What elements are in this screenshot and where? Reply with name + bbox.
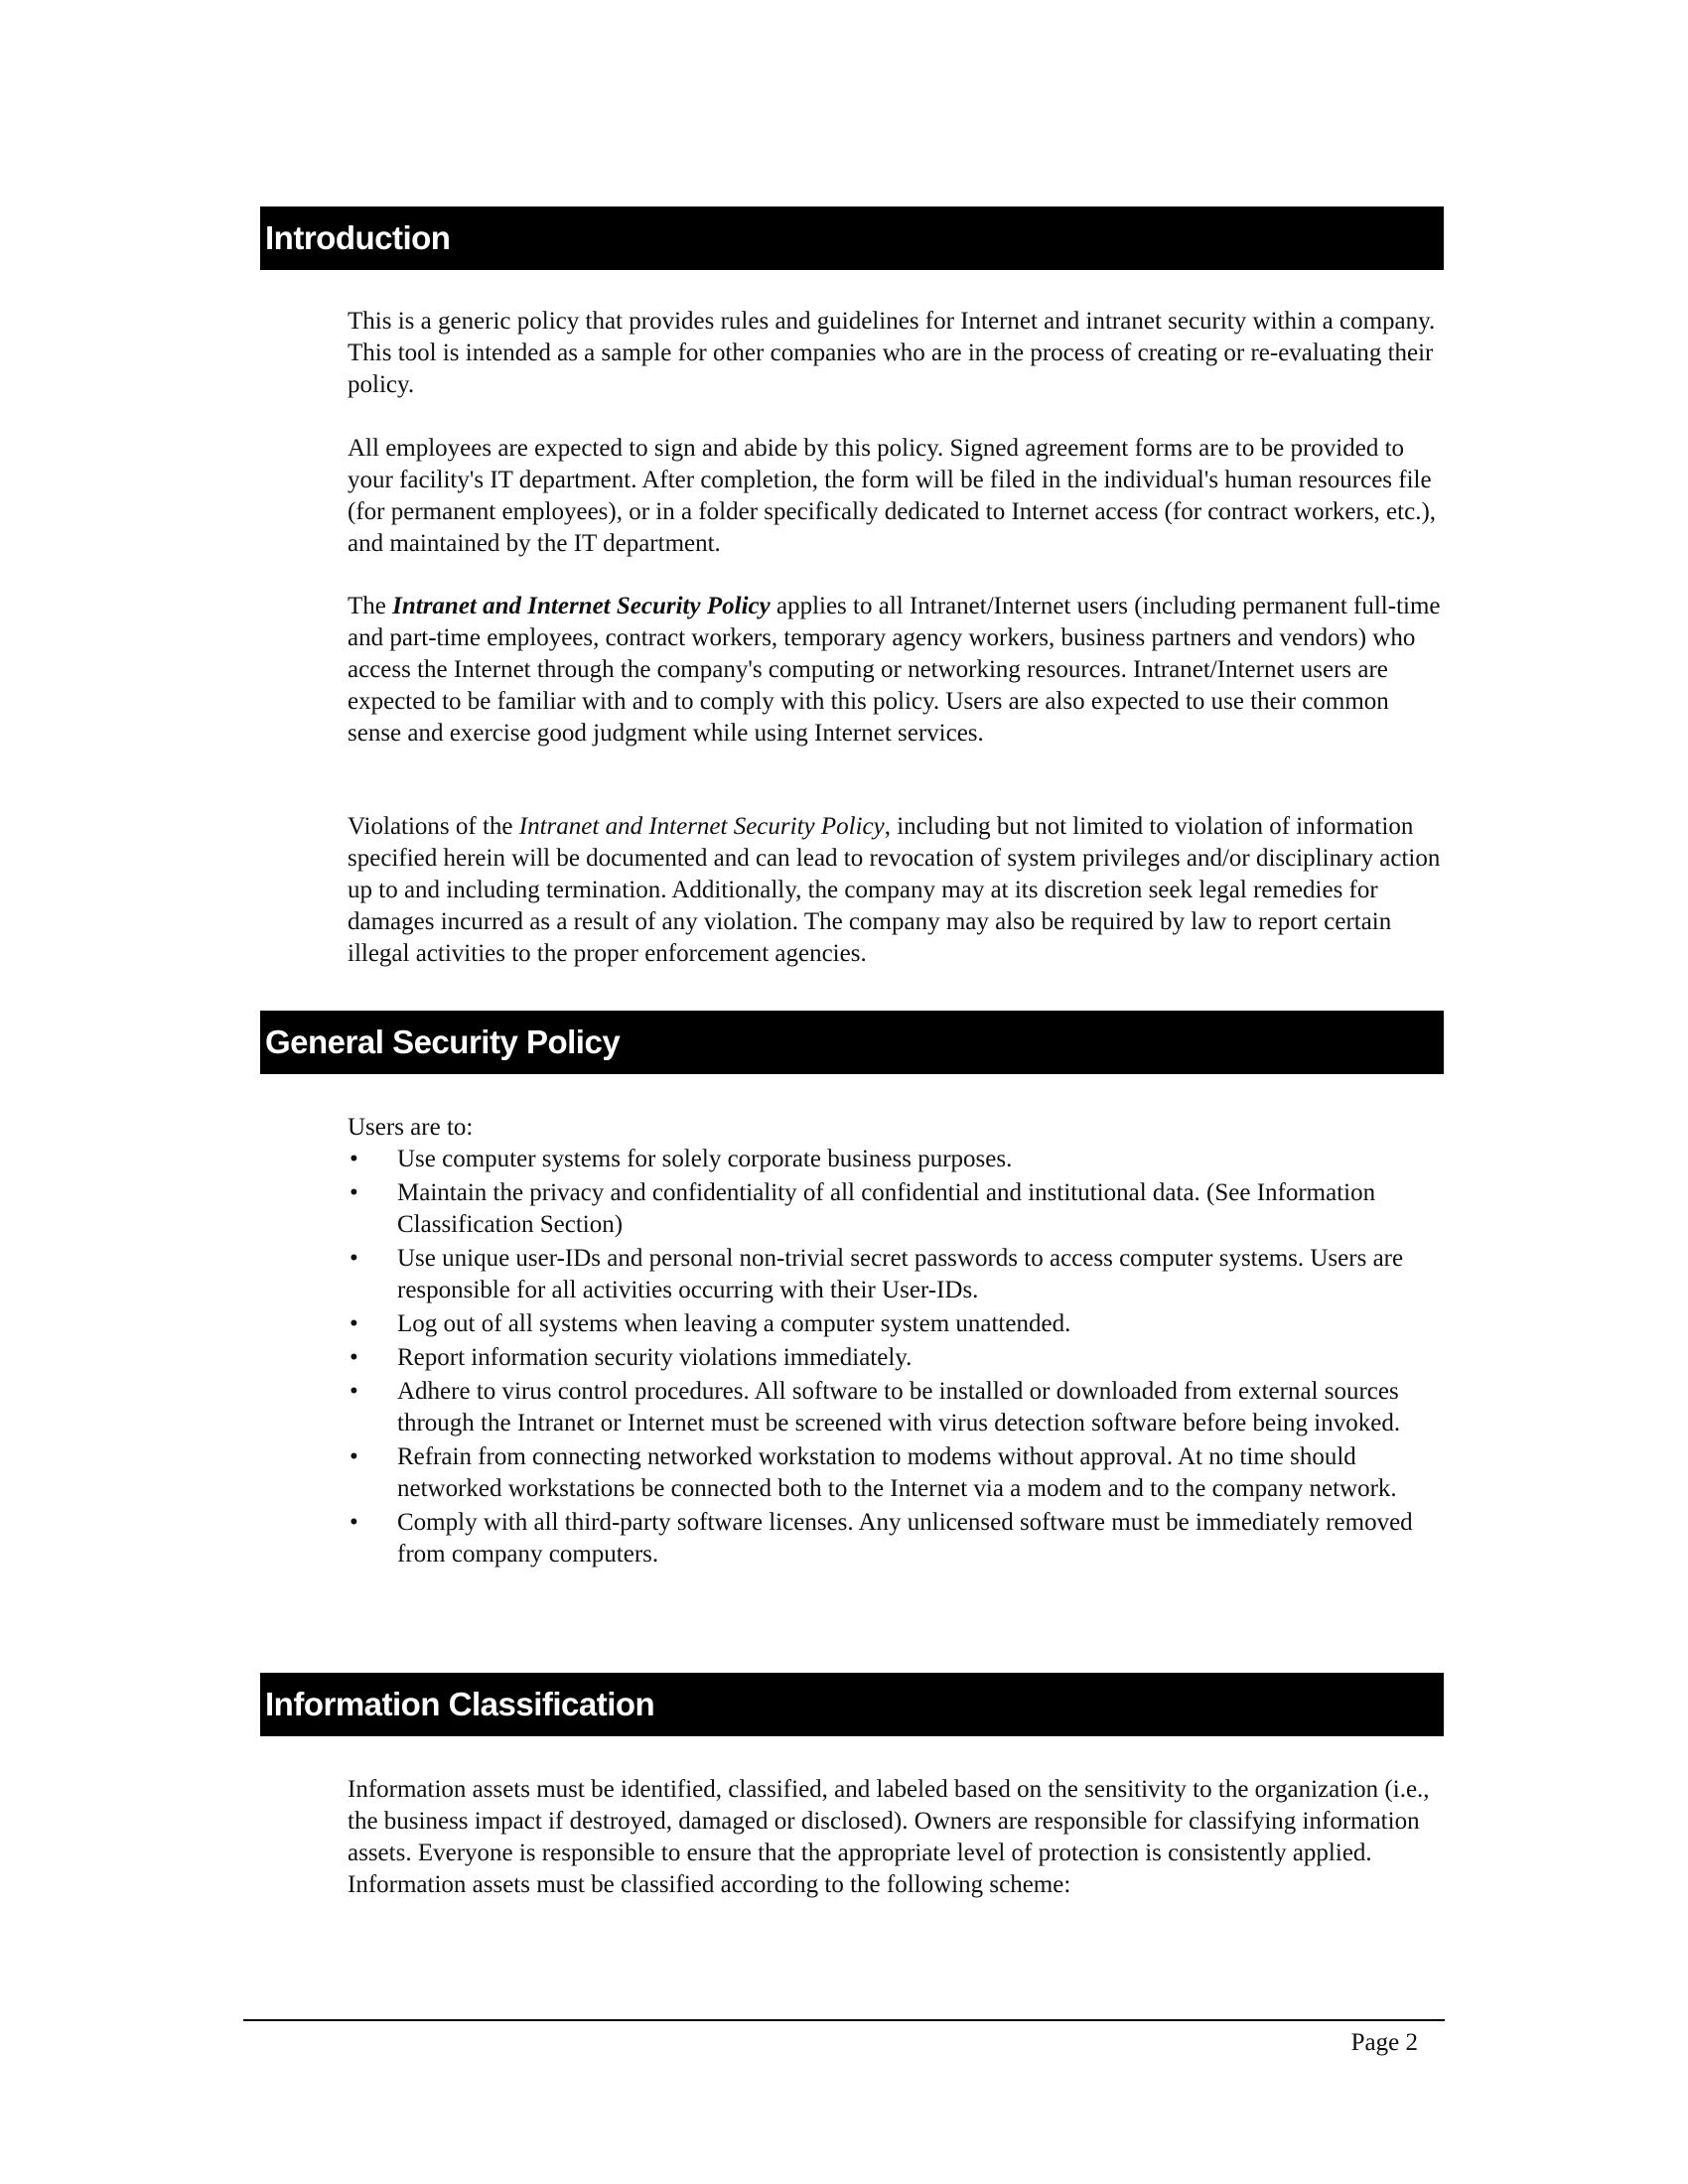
list-item — [348, 1243, 1444, 1306]
list-item-text: Use computer systems for solely corporate business purposes. — [397, 1146, 1013, 1172]
list-item-text: Use unique user-IDs and personal non-trivial secret passwords to access computer systems. Users are responsible for all activities occurring with their User-IDs. — [397, 1245, 1404, 1303]
section-heading-introduction: Introduction — [260, 206, 1444, 270]
section-heading-information-classification: Information Classification — [260, 1673, 1444, 1736]
page-number: Page 2 — [1350, 2029, 1418, 2056]
intro-paragraph-4 — [348, 811, 1444, 970]
list-item-text: Comply with all third-party software licenses. Any unlicensed software must be immediately removed from company computers. — [397, 1509, 1413, 1568]
bullet-icon: • — [350, 1310, 358, 1337]
intro-paragraph-1: This is a generic policy that provides rules and guidelines for Internet and intranet security within a company. This tool is intended as a sample for other companies who are in the process of creating or re-evaluating their policy. — [348, 308, 1436, 398]
bullet-icon: • — [350, 1179, 358, 1206]
list-item — [348, 1342, 1444, 1374]
classification-paragraph: Information assets must be identified, classified, and labeled based on the sensitivity to the organization (i.e., the business impact if destroyed, damaged or disclosed). Owners are responsible for classifying information assets. Everyone is responsible to ensure that the appropriate level of protection is consistently applied. Information assets must be classified according to the following scheme: — [348, 1776, 1430, 1898]
users-are-to-label: Users are to: — [348, 1114, 474, 1141]
list-item-text: Maintain the privacy and confidentiality of all confidential and institutional data. (See Information Classification Section) — [397, 1179, 1376, 1238]
policy-name-emphasis: Intranet and Internet Security Policy — [392, 593, 771, 619]
list-item — [348, 1507, 1444, 1570]
intro-paragraph-3-prefix: The — [348, 593, 393, 619]
policy-name-italic: Intranet and Internet Security Policy — [518, 813, 885, 840]
footer-divider — [243, 2019, 1445, 2021]
list-item-text: Refrain from connecting networked workstation to modems without approval. At no time should networked workstations be connected both to the Internet via a modem and to the company network. — [397, 1443, 1397, 1502]
bullet-icon: • — [350, 1245, 358, 1272]
list-item-text: Adhere to virus control procedures. All software to be installed or downloaded from external sources through the Intranet or Internet must be screened with virus detection software before being invoked. — [397, 1378, 1401, 1436]
intro-paragraph-3-body: applies to all Intranet/Internet users (including permanent full-time and part-time employees, contract workers, temporary agency workers, business partners and vendors) who access the Internet through the company's computing or networking resources. Intranet/Internet users are expected to be familiar with and to comply with this policy. Users are also expected to use their common sense and exercise good judgment while using Internet services. — [348, 593, 1441, 747]
bullet-icon: • — [350, 1146, 358, 1172]
intro-paragraph-2: All employees are expected to sign and abide by this policy. Signed agreement forms are to be provided to your facility's IT department. After completion, the form will be filed in the individual's human resources file (for permanent employees), or in a folder specifically dedicated to Internet access (for contract workers, etc.), and maintained by the IT department. — [348, 435, 1437, 557]
section-heading-general-security: General Security Policy — [260, 1011, 1444, 1074]
bullet-icon: • — [350, 1509, 358, 1536]
list-item-text: Log out of all systems when leaving a computer system unattended. — [397, 1310, 1071, 1337]
list-item — [348, 1376, 1444, 1439]
intro-paragraph-4-prefix: Violations of the — [348, 813, 519, 840]
intro-paragraph-3 — [348, 591, 1444, 750]
bullet-icon: • — [350, 1378, 358, 1405]
list-item — [348, 1144, 1444, 1175]
list-item — [348, 1308, 1444, 1340]
bullet-icon: • — [350, 1443, 358, 1470]
bullet-icon: • — [350, 1344, 358, 1371]
intro-paragraph-4-body: , including but not limited to violation of information specified herein will be documented and can lead to revocation of system privileges and/or disciplinary action up to and including termination. Additionally, the company may at its discretion seek legal remedies for damages incurred as a result of any violation. The company may also be required by law to report certain illegal activities to the proper enforcement agencies. — [348, 813, 1441, 967]
list-item-text: Report information security violations immediately. — [397, 1344, 913, 1371]
security-rules-list — [348, 1144, 1444, 1572]
list-item — [348, 1441, 1444, 1505]
list-item — [348, 1177, 1444, 1241]
